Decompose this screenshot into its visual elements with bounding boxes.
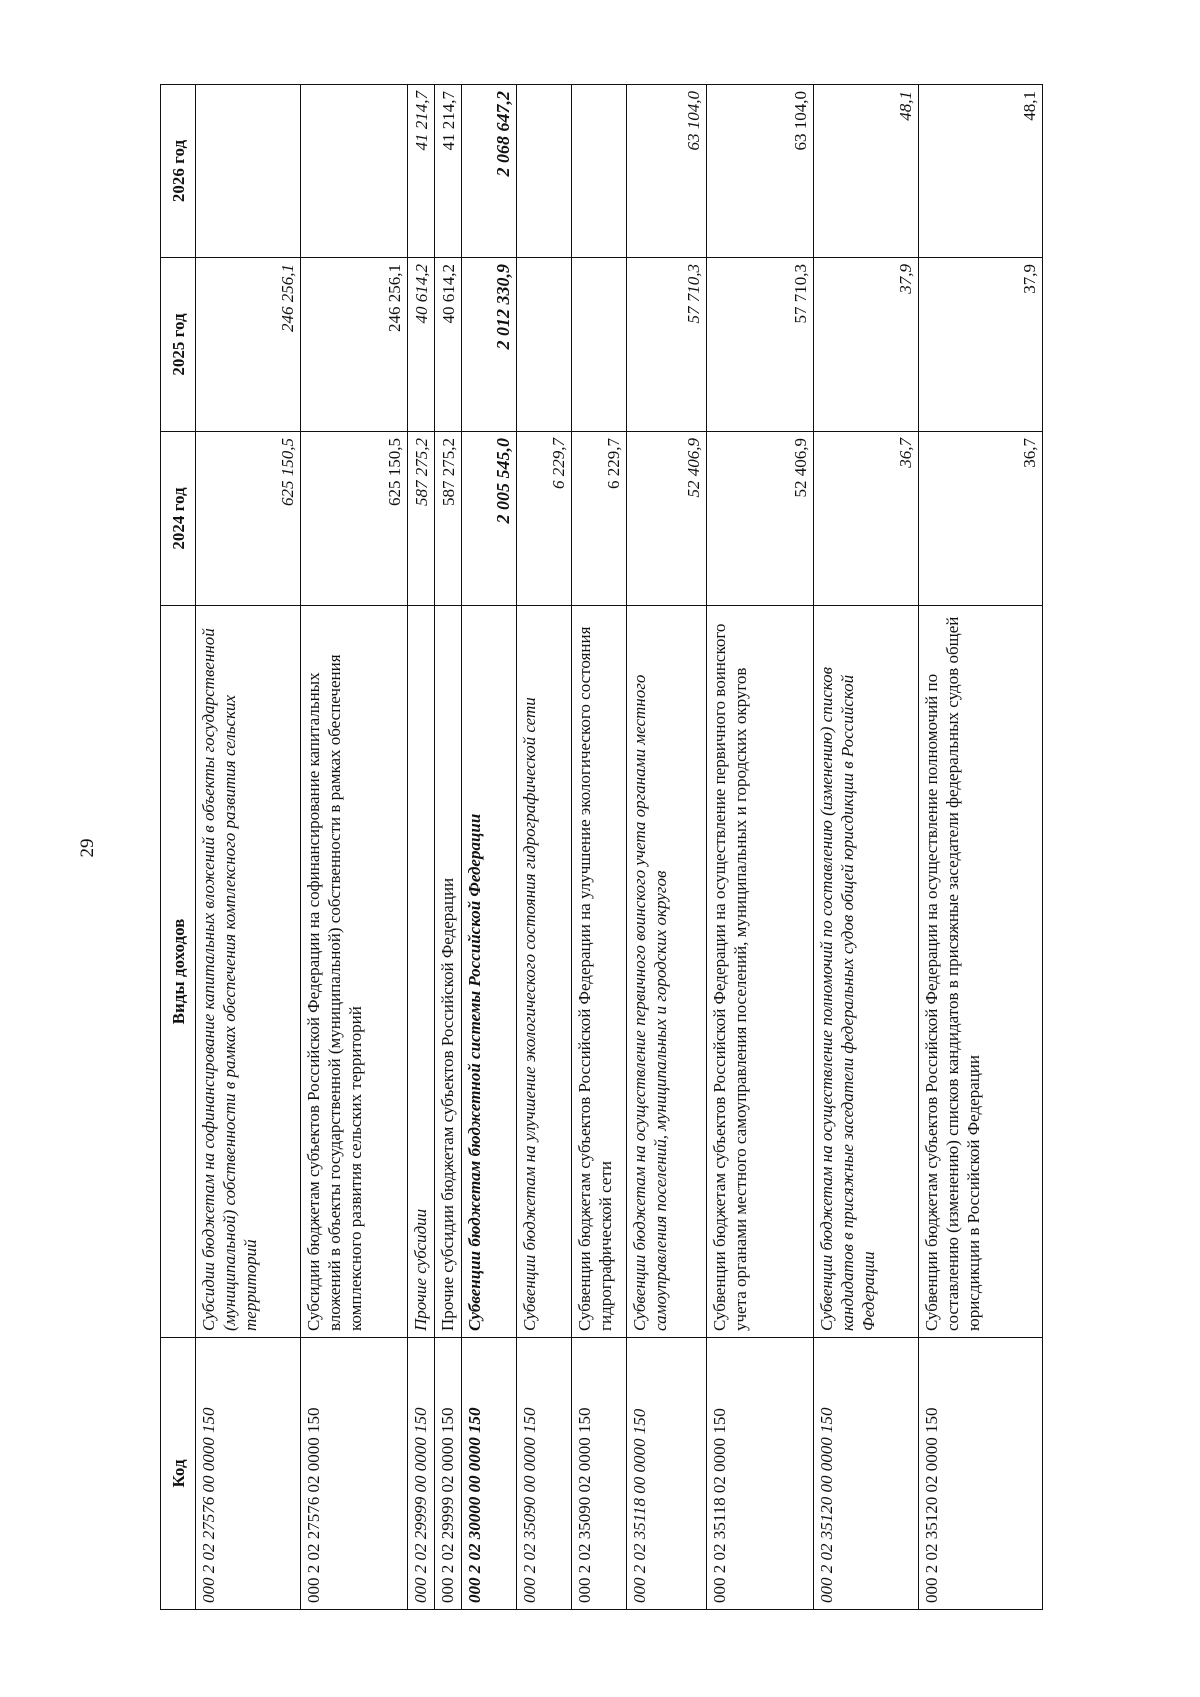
row-description: Субсидии бюджетам на софинансирование капитальных вложений в объекты государственной (муниципальной) собственности в рамках обеспечения комплексного развития сельских территорий bbox=[196, 606, 301, 1338]
table-row bbox=[919, 85, 1043, 1610]
row-code: 000 2 02 35120 02 0000 150 bbox=[919, 1338, 1043, 1610]
row-value-2026: 41 214,7 bbox=[408, 85, 435, 258]
header-2025: 2025 год bbox=[161, 258, 196, 432]
table-row bbox=[408, 85, 435, 1610]
table-header-row bbox=[161, 85, 196, 1610]
header-revenue-type: Виды доходов bbox=[161, 606, 196, 1338]
row-code: 000 2 02 27576 00 0000 150 bbox=[196, 1338, 301, 1610]
row-description: Субвенции бюджетам субъектов Российской Федерации на осуществление первичного воинского учета органами местного самоуправления поселений, муниципальных и городских округов bbox=[707, 606, 814, 1338]
row-value-2026: 48,1 bbox=[919, 85, 1043, 258]
row-value-2024: 6 229,7 bbox=[517, 432, 572, 606]
table-row bbox=[196, 85, 301, 1610]
row-value-2025: 246 256,1 bbox=[196, 258, 301, 432]
row-value-2025 bbox=[572, 258, 627, 432]
header-2024: 2024 год bbox=[161, 432, 196, 606]
row-code: 000 2 02 35118 00 0000 150 bbox=[627, 1338, 707, 1610]
row-value-2024: 2 005 545,0 bbox=[462, 432, 517, 606]
table-row bbox=[301, 85, 408, 1610]
row-code: 000 2 02 29999 00 0000 150 bbox=[408, 1338, 435, 1610]
row-code: 000 2 02 35118 02 0000 150 bbox=[707, 1338, 814, 1610]
row-value-2024: 36,7 bbox=[919, 432, 1043, 606]
row-description: Субвенции бюджетам бюджетной системы Российской Федерации bbox=[462, 606, 517, 1338]
table-row bbox=[462, 85, 517, 1610]
row-value-2025: 246 256,1 bbox=[301, 258, 408, 432]
row-value-2026: 63 104,0 bbox=[627, 85, 707, 258]
row-value-2025: 57 710,3 bbox=[627, 258, 707, 432]
table-row bbox=[517, 85, 572, 1610]
row-code: 000 2 02 27576 02 0000 150 bbox=[301, 1338, 408, 1610]
row-value-2026 bbox=[196, 85, 301, 258]
row-description: Субвенции бюджетам на осуществление полномочий по составлению (изменению) списков кандидатов в присяжные заседатели федеральных судов общей юрисдикции в Российской Федерации bbox=[814, 606, 919, 1338]
row-code: 000 2 02 29999 02 0000 150 bbox=[435, 1338, 462, 1610]
row-value-2025: 57 710,3 bbox=[707, 258, 814, 432]
row-value-2025 bbox=[517, 258, 572, 432]
row-description: Прочие субсидии bbox=[408, 606, 435, 1338]
row-description: Прочие субсидии бюджетам субъектов Российской Федерации bbox=[435, 606, 462, 1338]
row-description: Субвенции бюджетам на улучшение экологического состояния гидрографической сети bbox=[517, 606, 572, 1338]
row-value-2024: 52 406,9 bbox=[707, 432, 814, 606]
row-value-2024: 587 275,2 bbox=[408, 432, 435, 606]
row-value-2024: 625 150,5 bbox=[196, 432, 301, 606]
row-description: Субсидии бюджетам субъектов Российской Федерации на софинансирование капитальных вложений в объекты государственной (муниципальной) собственности в рамках обеспечения комплексного развития сельских территорий bbox=[301, 606, 408, 1338]
row-value-2026 bbox=[301, 85, 408, 258]
row-value-2024: 36,7 bbox=[814, 432, 919, 606]
row-value-2024: 625 150,5 bbox=[301, 432, 408, 606]
table-row bbox=[435, 85, 462, 1610]
row-code: 000 2 02 30000 00 0000 150 bbox=[462, 1338, 517, 1610]
row-value-2026: 2 068 647,2 bbox=[462, 85, 517, 258]
row-value-2026: 63 104,0 bbox=[707, 85, 814, 258]
table-row bbox=[572, 85, 627, 1610]
row-code: 000 2 02 35090 00 0000 150 bbox=[517, 1338, 572, 1610]
row-value-2024: 6 229,7 bbox=[572, 432, 627, 606]
table-row bbox=[707, 85, 814, 1610]
row-value-2025: 40 614,2 bbox=[435, 258, 462, 432]
rotated-table-sheet bbox=[160, 85, 1043, 1610]
header-2026: 2026 год bbox=[161, 85, 196, 258]
row-value-2025: 40 614,2 bbox=[408, 258, 435, 432]
row-code: 000 2 02 35120 00 0000 150 bbox=[814, 1338, 919, 1610]
row-value-2024: 587 275,2 bbox=[435, 432, 462, 606]
row-value-2026: 48,1 bbox=[814, 85, 919, 258]
row-description: Субвенции бюджетам на осуществление первичного воинского учета органами местного самоуправления поселений, муниципальных и городских округов bbox=[627, 606, 707, 1338]
budget-revenue-table bbox=[160, 84, 1043, 1610]
page-number: 29 bbox=[77, 838, 98, 858]
table-row bbox=[627, 85, 707, 1610]
row-description: Субвенции бюджетам субъектов Российской Федерации на улучшение экологического состояния гидрографической сети bbox=[572, 606, 627, 1338]
row-code: 000 2 02 35090 02 0000 150 bbox=[572, 1338, 627, 1610]
row-value-2025: 37,9 bbox=[919, 258, 1043, 432]
table-row bbox=[814, 85, 919, 1610]
row-description: Субвенции бюджетам субъектов Российской Федерации на осуществление полномочий по составлению (изменению) списков кандидатов в присяжные заседатели федеральных судов общей юрисдикции в Российской Федерации bbox=[919, 606, 1043, 1338]
row-value-2026: 41 214,7 bbox=[435, 85, 462, 258]
header-code: Код bbox=[161, 1338, 196, 1610]
row-value-2024: 52 406,9 bbox=[627, 432, 707, 606]
row-value-2026 bbox=[517, 85, 572, 258]
row-value-2025: 2 012 330,9 bbox=[462, 258, 517, 432]
row-value-2025: 37,9 bbox=[814, 258, 919, 432]
row-value-2026 bbox=[572, 85, 627, 258]
